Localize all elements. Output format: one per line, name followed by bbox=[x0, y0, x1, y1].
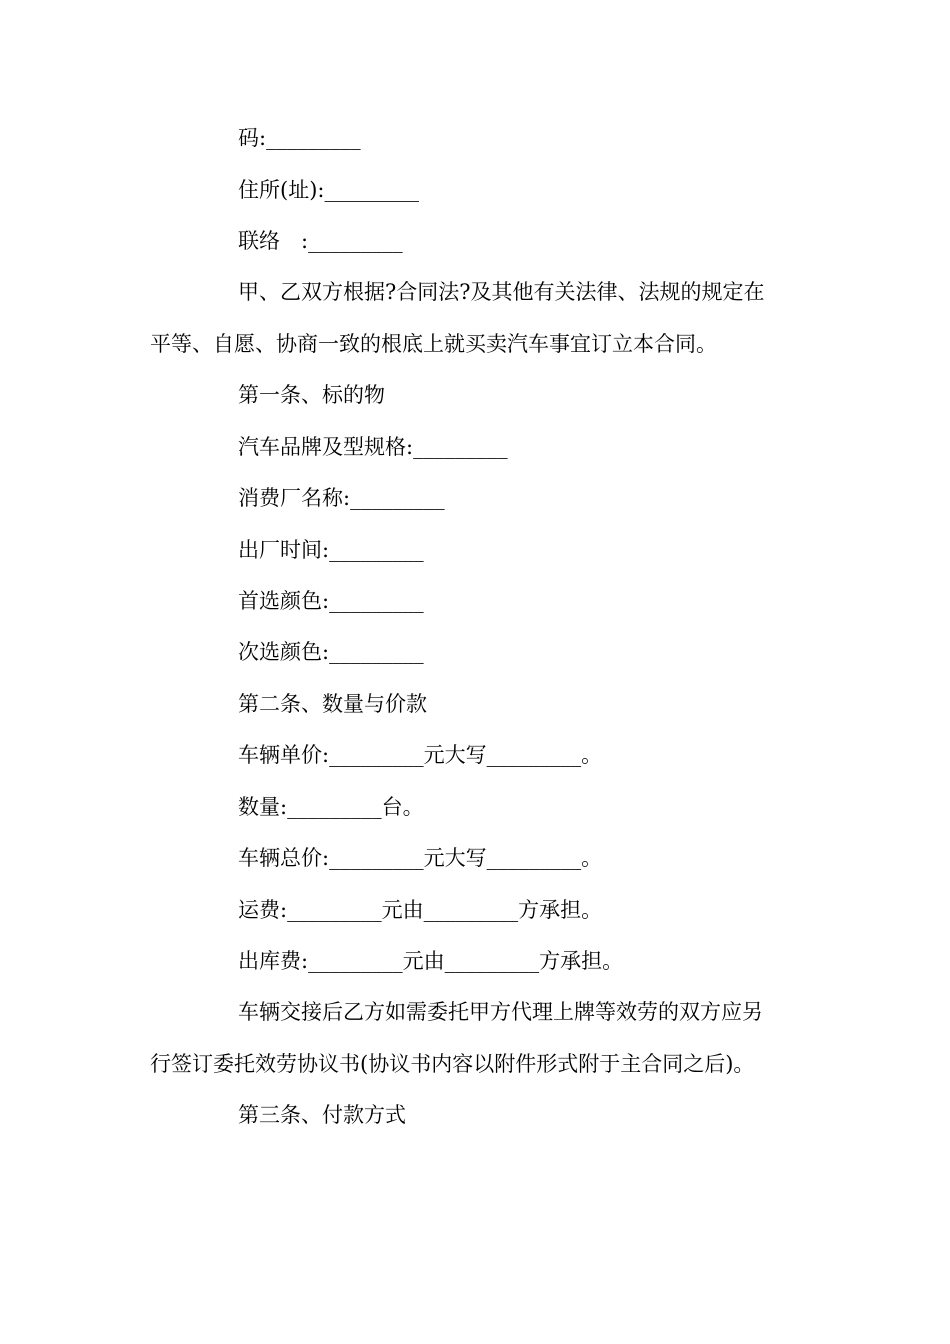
manufacturer-field-line: 消费厂名称:_________ bbox=[238, 486, 445, 510]
service-paragraph-line-2: 行签订委托效劳协议书(协议书内容以附件形式附于主合同之后)。 bbox=[150, 1052, 755, 1076]
warehouse-fee-field-line: 出库费:_________元由_________方承担。 bbox=[238, 949, 624, 973]
contact-field-line: 联络 :_________ bbox=[238, 229, 403, 253]
code-field-line: 码:_________ bbox=[238, 126, 361, 150]
preamble-line-2: 平等、自愿、协商一致的根底上就买卖汽车事宜订立本合同。 bbox=[150, 332, 717, 356]
second-color-field-line: 次选颜色:_________ bbox=[238, 640, 424, 664]
brand-model-field-line: 汽车品牌及型规格:_________ bbox=[238, 435, 508, 459]
production-date-field-line: 出厂时间:_________ bbox=[238, 538, 424, 562]
freight-field-line: 运费:_________元由_________方承担。 bbox=[238, 898, 603, 922]
article-1-heading: 第一条、标的物 bbox=[238, 383, 385, 407]
total-price-field-line: 车辆总价:_________元大写_________。 bbox=[238, 846, 603, 870]
preamble-line-1: 甲、乙双方根据?合同法?及其他有关法律、法规的规定在 bbox=[238, 280, 765, 304]
quantity-field-line: 数量:_________台。 bbox=[238, 795, 424, 819]
article-3-heading: 第三条、付款方式 bbox=[238, 1103, 406, 1127]
unit-price-field-line: 车辆单价:_________元大写_________。 bbox=[238, 743, 603, 767]
article-2-heading: 第二条、数量与价款 bbox=[238, 692, 427, 716]
service-paragraph-line-1: 车辆交接后乙方如需委托甲方代理上牌等效劳的双方应另 bbox=[238, 1000, 763, 1024]
first-color-field-line: 首选颜色:_________ bbox=[238, 589, 424, 613]
address-field-line: 住所(址):_________ bbox=[238, 178, 419, 202]
